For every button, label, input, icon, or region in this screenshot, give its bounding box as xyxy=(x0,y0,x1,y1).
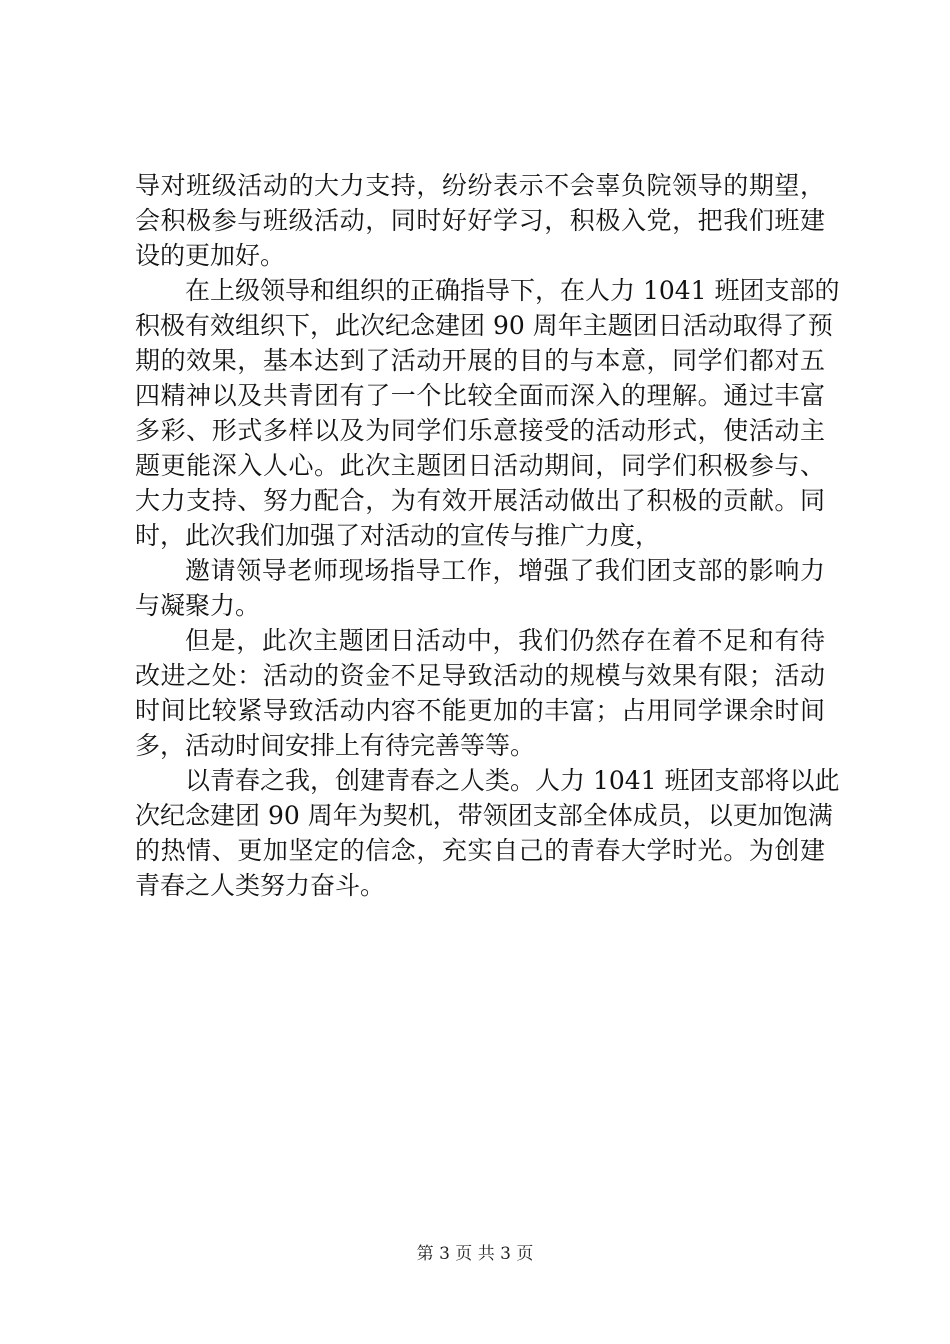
text-line: 时间比较紧导致活动内容不能更加的丰富；占用同学课余时间 xyxy=(135,696,825,725)
text-line: 多彩、形式多样以及为同学们乐意接受的活动形式，使活动主 xyxy=(135,416,825,445)
text-line: 以青春之我，创建青春之人类。人力 1041 班团支部将以此 xyxy=(185,766,840,795)
text-line: 时，此次我们加强了对活动的宣传与推广力度， xyxy=(135,521,661,550)
text-line: 次纪念建团 90 周年为契机，带领团支部全体成员，以更加饱满 xyxy=(135,801,833,830)
document-body xyxy=(135,168,840,903)
text-line: 的热情、更加坚定的信念，充实自己的青春大学时光。为创建 xyxy=(135,836,825,865)
text-line: 四精神以及共青团有了一个比较全面而深入的理解。通过丰富 xyxy=(135,381,825,410)
text-line: 青春之人类努力奋斗。 xyxy=(135,871,386,900)
text-line: 改进之处：活动的资金不足导致活动的规模与效果有限；活动 xyxy=(135,661,825,690)
page-number-footer: 第 3 页 共 3 页 xyxy=(416,1244,534,1264)
text-line: 积极有效组织下，此次纪念建团 90 周年主题团日活动取得了预 xyxy=(135,311,833,340)
text-line: 题更能深入人心。此次主题团日活动期间，同学们积极参与、 xyxy=(135,451,825,480)
text-line: 与凝聚力。 xyxy=(135,591,261,620)
text-line: 多，活动时间安排上有待完善等等。 xyxy=(135,731,536,760)
text-line: 导对班级活动的大力支持，纷纷表示不会辜负院领导的期望， xyxy=(135,171,825,200)
text-line: 期的效果，基本达到了活动开展的目的与本意，同学们都对五 xyxy=(135,346,825,375)
text-line: 设的更加好。 xyxy=(135,241,286,270)
text-line: 在上级领导和组织的正确指导下，在人力 1041 班团支部的 xyxy=(185,276,840,305)
text-line: 邀请领导老师现场指导工作，增强了我们团支部的影响力 xyxy=(185,556,825,585)
text-line: 大力支持、努力配合，为有效开展活动做出了积极的贡献。同 xyxy=(135,486,825,515)
text-line: 会积极参与班级活动，同时好好学习，积极入党，把我们班建 xyxy=(135,206,825,235)
text-line: 但是，此次主题团日活动中，我们仍然存在着不足和有待 xyxy=(185,626,825,655)
